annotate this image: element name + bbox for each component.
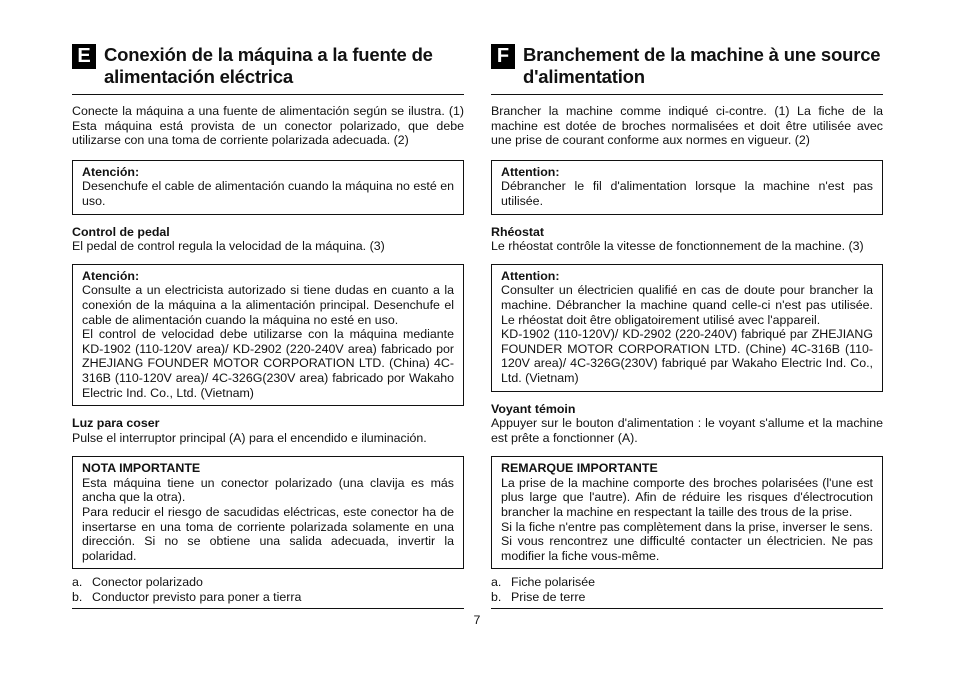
attention-title: Atención: — [82, 164, 140, 179]
attention-box — [72, 160, 464, 215]
important-note-title: NOTA IMPORTANTE — [82, 461, 201, 476]
figure-legend — [491, 575, 883, 609]
section-header — [72, 44, 464, 95]
light-text: Pulse el interruptor principal (A) para el encendido e iluminación. — [72, 430, 427, 445]
attention-paragraph-1: Consulter un électricien qualifié en cas de doute pour brancher la machine. Débrancher la machine quand celle-ci n'est pas utilisée. Le rhéostat doit être obligatoirement utilisé avec l'appareil. — [501, 283, 873, 327]
section-body — [491, 104, 883, 569]
legend-item: a. Conector polarizado — [72, 575, 203, 589]
intro-paragraph: Conecte la máquina a una fuente de alimentación según se ilustra. (1) Esta máquina está provista de un conector polarizado, que debe utilizarse con una toma de corriente polarizada adecuada. (2) — [72, 104, 464, 148]
legend-item: a. Fiche polarisée — [491, 575, 596, 589]
attention-paragraph-1: Consulte a un electricista autorizado si tiene dudas en cuanto a la conexión de la máquina a la alimentación principal. Desenchufe el cable de alimentación cuando la máquina no esté en uso. — [82, 283, 454, 327]
indicator-text: Appuyer sur le bouton d'alimentation : le voyant s'allume et la machine est prête a fonctionner (A). — [491, 416, 883, 445]
legend-item: b. Conductor previsto para poner a tierra — [72, 589, 302, 604]
important-note-box — [491, 456, 883, 569]
attention-text: Desenchufe el cable de alimentación cuando la máquina no esté en uso. — [82, 179, 454, 208]
section-title: Branchement de la machine à une source d'alimentation — [523, 44, 881, 87]
section-header — [491, 44, 883, 95]
important-note-paragraph-2: Si la fiche n'entre pas complètement dans la prise, inverser le sens. Si vous rencontrez une difficulté contacter un électricien. Ne pas modifier la fiche vous-même. — [501, 519, 873, 563]
attention-box-2 — [491, 264, 883, 392]
important-note-paragraph-1: Esta máquina tiene un conector polarizado (una clavija es más ancha que la otra). — [82, 475, 454, 505]
language-badge: F — [491, 44, 515, 69]
attention-title: Attention: — [501, 268, 560, 283]
section-title: Conexión de la máquina a la fuente de alimentación eléctrica — [104, 44, 433, 87]
indicator-heading: Voyant témoin — [491, 401, 576, 416]
important-note-title: REMARQUE IMPORTANTE — [501, 461, 658, 476]
pedal-text: El pedal de control regula la velocidad de la máquina. (3) — [72, 239, 385, 254]
pedal-heading: Control de pedal — [72, 224, 170, 239]
rheostat-text: Le rhéostat contrôle la vitesse de fonctionnement de la machine. (3) — [491, 239, 864, 254]
important-note-paragraph-2: Para reducir el riesgo de sacudidas eléctricas, este conector ha de insertarse en una toma de corriente polarizada solamente en una dirección. Si no se obtiene una salida adecuada, invertir la polaridad. — [82, 505, 454, 563]
language-badge: E — [72, 44, 96, 69]
important-note-paragraph-1: La prise de la machine comporte des broches polarisées (l'une est plus large que l'autre). Afin de réduire les risques d'électrocution brancher la machine en respectant la taille des trous de la prise. — [501, 475, 873, 520]
attention-title: Attention: — [501, 164, 560, 179]
figure-legend — [72, 575, 464, 609]
light-section — [72, 416, 464, 445]
important-note-box — [72, 456, 464, 569]
attention-box-2 — [72, 264, 464, 406]
legend-item: b. Prise de terre — [491, 589, 586, 604]
attention-text: Débrancher le fil d'alimentation lorsque la machine n'est pas utilisée. — [501, 179, 873, 208]
light-heading: Luz para coser — [72, 416, 160, 431]
indicator-section — [491, 402, 883, 446]
attention-title: Atención: — [82, 268, 140, 283]
intro-paragraph: Brancher la machine comme indiqué ci-contre. (1) La fiche de la machine est dotée de broches normalisées et doit être utilisée avec une prise de courant conforme aux normes en vigueur. (2) — [491, 104, 883, 148]
page-number: 7 — [473, 613, 481, 627]
attention-paragraph-2: El control de velocidad debe utilizarse con la máquina mediante KD-1902 (110-120V area)/ KD-2902 (220-240V area) fabricado por ZHEJIANG FOUNDER MOTOR CORPORATION LTD. (China) 4C-316B (110-120V area)/ 4C-326G(230V area) fabricado por Wakaho Electric Ind. Co., Ltd. (Vietnam) — [82, 327, 454, 400]
pedal-section — [72, 225, 464, 254]
rheostat-heading: Rhéostat — [491, 224, 545, 239]
section-body — [72, 104, 464, 569]
rheostat-section — [491, 225, 883, 254]
attention-box — [491, 160, 883, 215]
attention-paragraph-2: KD-1902 (110-120V)/ KD-2902 (220-240V) fabriqué par ZHEJIANG FOUNDER MOTOR CORPORATION LTD. (Chine) 4C-316B (110-120V area)/ 4C-326G(230V) fabriqué par Wakaho Electric Ind. Co., Ltd. (Vietnam) — [501, 327, 873, 385]
